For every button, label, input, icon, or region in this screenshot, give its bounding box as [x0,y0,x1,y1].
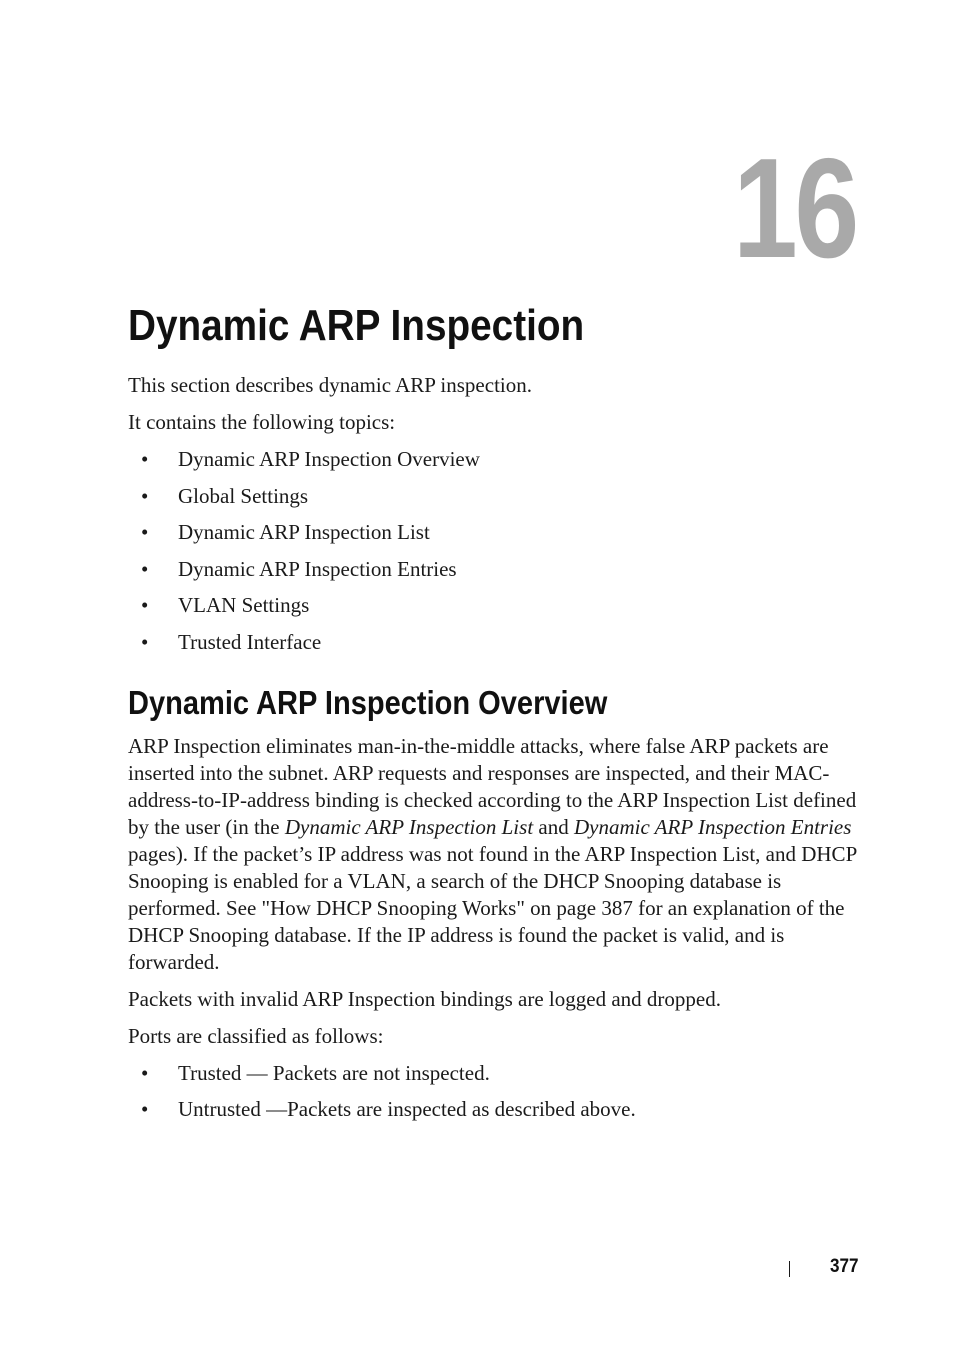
bullet-icon: • [141,1097,149,1122]
overview-italic-entries: Dynamic ARP Inspection Entries [573,814,852,839]
overview-text-part1: ARP Inspection eliminates man-in-the-middle attacks, where false ARP packets are inserted into the subnet. ARP requests and responses are inspected, and their MAC-address-to-IP-address binding is checked according to the ARP Inspection List defined by the user (in the [128,733,857,839]
overview-text-part2: and [533,814,574,839]
topic-item [128,592,858,619]
topic-label: Trusted Interface [178,629,322,654]
topic-item [128,446,858,473]
topics-lead: It contains the following topics: [128,410,396,434]
topic-item [128,519,858,546]
chapter-number: 16 [733,129,856,288]
topic-item [128,629,858,656]
bullet-icon: • [141,447,149,471]
topic-label: Global Settings [178,483,309,508]
invalid-bindings-paragraph: Packets with invalid ARP Inspection bindings are logged and dropped. [128,986,721,1011]
port-type-item [128,1096,858,1123]
intro-description: This section describes dynamic ARP inspection. [128,373,532,397]
topic-label: Dynamic ARP Inspection List [178,520,430,544]
bullet-icon: • [141,483,149,508]
overview-italic-list: Dynamic ARP Inspection List [284,814,534,839]
chapter-title: Dynamic ARP Inspection [128,301,585,350]
port-type-label: Untrusted —Packets are inspected as described above. [178,1097,636,1122]
port-type-item [128,1060,858,1087]
ports-lead: Ports are classified as follows: [128,1023,384,1048]
page-content [128,372,858,1133]
overview-text-part3: pages). If the packet’s IP address was not found in the ARP Inspection List, and DHCP Snooping is enabled for a VLAN, a search of the DHCP Snooping database is performed. See "How DHCP Snooping Works" on page 387 for an explanation of the DHCP Snooping database. If the IP address is found the packet is valid, and is forwarded. [128,841,857,974]
overview-paragraph [128,733,858,976]
topics-list [128,446,858,656]
port-type-label: Trusted — Packets are not inspected. [178,1060,490,1085]
topic-label: Dynamic ARP Inspection Overview [178,447,480,471]
topic-label: Dynamic ARP Inspection Entries [178,556,457,581]
bullet-icon: • [141,1060,149,1085]
port-types-list [128,1060,858,1124]
topic-item [128,483,858,510]
topic-item [128,556,858,583]
section-heading-overview: Dynamic ARP Inspection Overview [128,683,608,721]
bullet-icon: • [141,556,149,581]
bullet-icon: • [141,593,149,617]
footer-divider [789,1261,790,1277]
page-number: 377 [830,1256,859,1277]
topic-label: VLAN Settings [178,593,310,617]
bullet-icon: • [141,520,149,544]
bullet-icon: • [141,629,149,654]
